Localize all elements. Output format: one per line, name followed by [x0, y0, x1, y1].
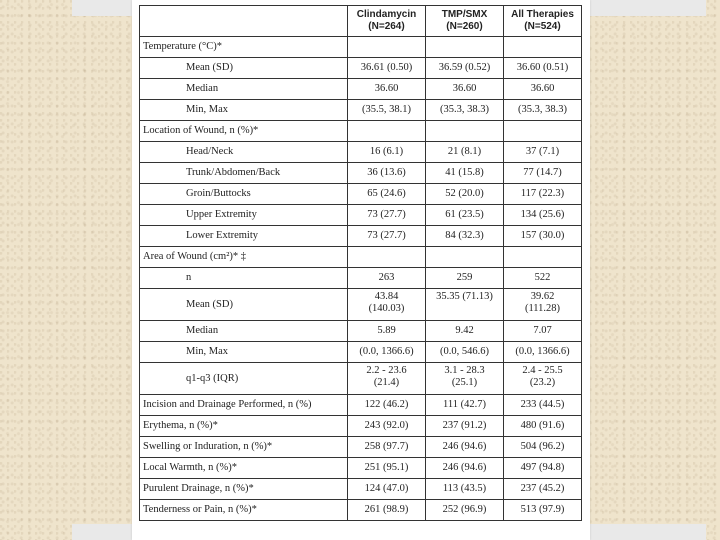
row-label: Head/Neck: [140, 142, 348, 163]
cell: 52 (20.0): [426, 184, 504, 205]
cell: 504 (96.2): [504, 437, 582, 458]
cell: 84 (32.3): [426, 226, 504, 247]
row-label: Median: [140, 79, 348, 100]
cell: 246 (94.6): [426, 437, 504, 458]
cell: 5.89: [348, 321, 426, 342]
table-row: [140, 479, 582, 500]
table-row: [140, 395, 582, 416]
section-label: Area of Wound (cm²)* ‡: [140, 247, 348, 268]
cell: 37 (7.1): [504, 142, 582, 163]
row-label: Erythema, n (%)*: [140, 416, 348, 437]
cell: 111 (42.7): [426, 395, 504, 416]
table-row: [140, 184, 582, 205]
cell: 36.61 (0.50): [348, 58, 426, 79]
cell: 36.60 (0.51): [504, 58, 582, 79]
cell: 36.60: [426, 79, 504, 100]
row-label: Min, Max: [140, 342, 348, 363]
table-row: [140, 79, 582, 100]
header-tmp-smx: TMP/SMX (N=260): [426, 6, 504, 37]
table-row: [140, 163, 582, 184]
cell: 259: [426, 268, 504, 289]
cell: 36.60: [504, 79, 582, 100]
cell: 246 (94.6): [426, 458, 504, 479]
header-row: [140, 6, 582, 37]
cell: 480 (91.6): [504, 416, 582, 437]
cell: (35.5, 38.1): [348, 100, 426, 121]
cell: 258 (97.7): [348, 437, 426, 458]
cell: 497 (94.8): [504, 458, 582, 479]
cell: 243 (92.0): [348, 416, 426, 437]
row-label: Mean (SD): [140, 58, 348, 79]
cell: 251 (95.1): [348, 458, 426, 479]
cell: 513 (97.9): [504, 500, 582, 521]
section-label: Location of Wound, n (%)*: [140, 121, 348, 142]
section-row: [140, 37, 582, 58]
cell: 237 (91.2): [426, 416, 504, 437]
table-row: [140, 142, 582, 163]
cell: 39.62 (111.28): [504, 289, 582, 321]
cell: (35.3, 38.3): [504, 100, 582, 121]
table-row: [140, 437, 582, 458]
cell: 237 (45.2): [504, 479, 582, 500]
table-row: [140, 205, 582, 226]
table-row: [140, 321, 582, 342]
cell: 252 (96.9): [426, 500, 504, 521]
row-label: Median: [140, 321, 348, 342]
row-label: Purulent Drainage, n (%)*: [140, 479, 348, 500]
cell: 157 (30.0): [504, 226, 582, 247]
cell: 36.59 (0.52): [426, 58, 504, 79]
row-label: Mean (SD): [140, 289, 348, 321]
baseline-characteristics-table: [139, 5, 582, 521]
row-label: Local Warmth, n (%)*: [140, 458, 348, 479]
row-label: Upper Extremity: [140, 205, 348, 226]
row-label: Trunk/Abdomen/Back: [140, 163, 348, 184]
cell: 122 (46.2): [348, 395, 426, 416]
cell: (0.0, 1366.6): [348, 342, 426, 363]
cell: 43.84 (140.03): [348, 289, 426, 321]
cell: 41 (15.8): [426, 163, 504, 184]
table-row: [140, 226, 582, 247]
row-label: Incision and Drainage Performed, n (%): [140, 395, 348, 416]
row-label: Groin/Buttocks: [140, 184, 348, 205]
section-row: [140, 121, 582, 142]
cell: 16 (6.1): [348, 142, 426, 163]
cell: 9.42: [426, 321, 504, 342]
row-label: Lower Extremity: [140, 226, 348, 247]
table-row: [140, 268, 582, 289]
cell: 77 (14.7): [504, 163, 582, 184]
cell: 3.1 - 28.3 (25.1): [426, 363, 504, 395]
row-label: n: [140, 268, 348, 289]
cell: 36.60: [348, 79, 426, 100]
cell: 65 (24.6): [348, 184, 426, 205]
table-row: [140, 500, 582, 521]
cell: 2.2 - 23.6 (21.4): [348, 363, 426, 395]
cell: 261 (98.9): [348, 500, 426, 521]
cell: 117 (22.3): [504, 184, 582, 205]
table-row: [140, 363, 582, 395]
cell: (35.3, 38.3): [426, 100, 504, 121]
table-row: [140, 100, 582, 121]
cell: (0.0, 1366.6): [504, 342, 582, 363]
cell: 124 (47.0): [348, 479, 426, 500]
cell: 35.35 (71.13): [426, 289, 504, 321]
cell: 36 (13.6): [348, 163, 426, 184]
cell: 263: [348, 268, 426, 289]
cell: 233 (44.5): [504, 395, 582, 416]
cell: 61 (23.5): [426, 205, 504, 226]
table-row: [140, 342, 582, 363]
cell: 73 (27.7): [348, 226, 426, 247]
header-all-therapies: All Therapies (N=524): [504, 6, 582, 37]
table-row: [140, 289, 582, 321]
slide: [132, 0, 590, 540]
table-row: [140, 58, 582, 79]
header-blank: [140, 6, 348, 37]
row-label: Swelling or Induration, n (%)*: [140, 437, 348, 458]
cell: 21 (8.1): [426, 142, 504, 163]
section-row: [140, 247, 582, 268]
table-row: [140, 458, 582, 479]
cell: 522: [504, 268, 582, 289]
cell: 73 (27.7): [348, 205, 426, 226]
cell: 7.07: [504, 321, 582, 342]
row-label: Min, Max: [140, 100, 348, 121]
section-label: Temperature (°C)*: [140, 37, 348, 58]
row-label: Tenderness or Pain, n (%)*: [140, 500, 348, 521]
header-clindamycin: Clindamycin (N=264): [348, 6, 426, 37]
cell: 113 (43.5): [426, 479, 504, 500]
cell: 2.4 - 25.5 (23.2): [504, 363, 582, 395]
row-label: q1-q3 (IQR): [140, 363, 348, 395]
cell: 134 (25.6): [504, 205, 582, 226]
cell: (0.0, 546.6): [426, 342, 504, 363]
table-row: [140, 416, 582, 437]
